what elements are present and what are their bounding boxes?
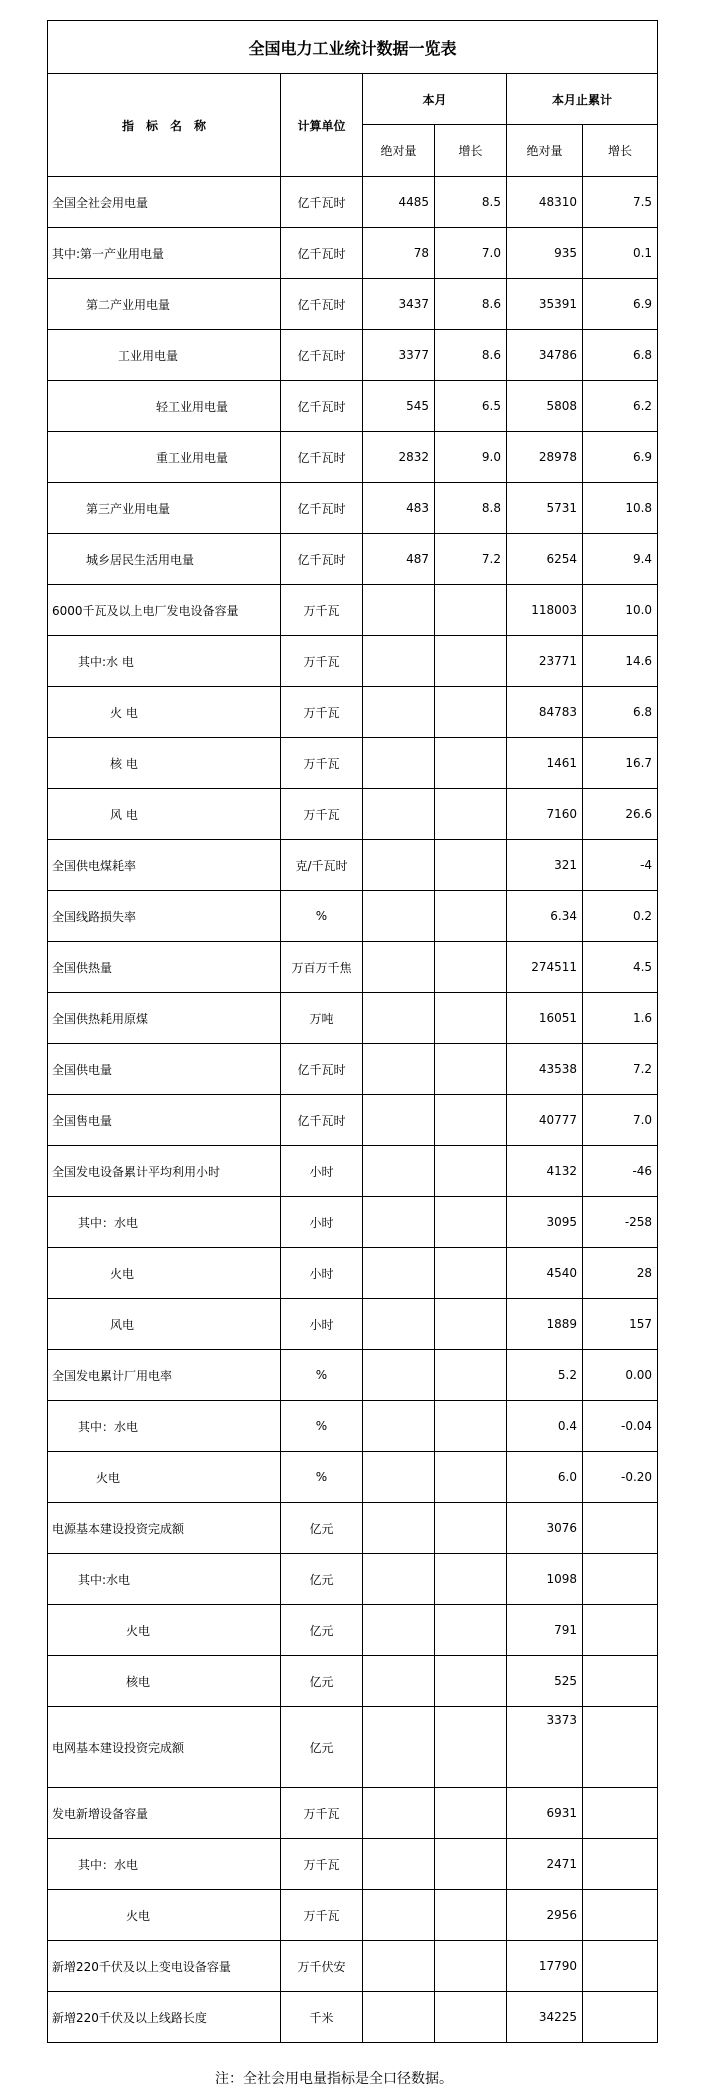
cum-absolute-cell: 321 [507,840,583,891]
table-row [48,1605,658,1656]
month-growth-cell [435,1197,507,1248]
table-row [48,585,658,636]
indicator-name-cell: 工业用电量 [48,330,281,381]
month-growth-cell [435,1554,507,1605]
cum-absolute-cell: 2471 [507,1839,583,1890]
table-row [48,1890,658,1941]
cum-absolute-cell: 274511 [507,942,583,993]
cum-growth-cell: 26.6 [583,789,658,840]
cum-growth-cell: 9.4 [583,534,658,585]
unit-cell: 千米 [281,1992,363,2043]
header-row-1 [48,74,658,125]
month-absolute-cell: 4485 [363,177,435,228]
cum-growth-cell: 7.5 [583,177,658,228]
month-growth-cell [435,1656,507,1707]
indicator-name-cell: 火电 [48,1890,281,1941]
unit-cell: 亿千瓦时 [281,483,363,534]
cum-growth-cell: -0.20 [583,1452,658,1503]
unit-cell: 亿千瓦时 [281,228,363,279]
month-growth-cell: 8.5 [435,177,507,228]
month-absolute-cell [363,1554,435,1605]
month-growth-cell [435,687,507,738]
indicator-name-cell: 新增220千伏及以上线路长度 [48,1992,281,2043]
month-growth-cell [435,738,507,789]
table-row [48,1248,658,1299]
month-growth-cell [435,1248,507,1299]
cum-growth-cell: 14.6 [583,636,658,687]
header-cum-absolute: 绝对量 [507,125,583,177]
cum-absolute-cell: 6.34 [507,891,583,942]
cum-absolute-cell: 118003 [507,585,583,636]
month-absolute-cell: 545 [363,381,435,432]
month-absolute-cell [363,738,435,789]
header-cumulative: 本月止累计 [507,74,658,125]
month-absolute-cell [363,1146,435,1197]
month-growth-cell: 7.2 [435,534,507,585]
month-absolute-cell [363,789,435,840]
cum-absolute-cell: 791 [507,1605,583,1656]
indicator-name-cell: 其中:水电 [48,1554,281,1605]
indicator-name-cell: 第二产业用电量 [48,279,281,330]
unit-cell: 小时 [281,1197,363,1248]
indicator-name-cell: 城乡居民生活用电量 [48,534,281,585]
indicator-name-cell: 火 电 [48,687,281,738]
unit-cell: 亿元 [281,1707,363,1788]
indicator-name-cell: 第三产业用电量 [48,483,281,534]
cum-growth-cell: 16.7 [583,738,658,789]
table-row [48,1350,658,1401]
cum-absolute-cell: 35391 [507,279,583,330]
cum-absolute-cell: 6931 [507,1788,583,1839]
cum-absolute-cell: 6254 [507,534,583,585]
table-row [48,381,658,432]
month-absolute-cell: 3437 [363,279,435,330]
cum-absolute-cell: 5808 [507,381,583,432]
cum-absolute-cell: 935 [507,228,583,279]
unit-cell: 亿千瓦时 [281,177,363,228]
indicator-name-cell: 核 电 [48,738,281,789]
unit-cell: 小时 [281,1299,363,1350]
month-absolute-cell [363,1299,435,1350]
statistics-table [47,20,658,2043]
table-row [48,1146,658,1197]
unit-cell: 小时 [281,1146,363,1197]
unit-cell: 亿千瓦时 [281,279,363,330]
unit-cell: 亿元 [281,1503,363,1554]
table-row [48,738,658,789]
month-absolute-cell: 2832 [363,432,435,483]
cum-growth-cell: 6.9 [583,432,658,483]
header-month-growth: 增长 [435,125,507,177]
table-row [48,279,658,330]
month-absolute-cell [363,942,435,993]
unit-cell: 克/千瓦时 [281,840,363,891]
month-absolute-cell [363,636,435,687]
unit-cell: % [281,1452,363,1503]
month-absolute-cell: 78 [363,228,435,279]
month-absolute-cell [363,1401,435,1452]
indicator-name-cell: 全国线路损失率 [48,891,281,942]
month-growth-cell [435,789,507,840]
cum-growth-cell [583,1890,658,1941]
cum-growth-cell: 6.8 [583,330,658,381]
indicator-name-cell: 火电 [48,1452,281,1503]
unit-cell: 亿千瓦时 [281,534,363,585]
month-growth-cell: 9.0 [435,432,507,483]
indicator-name-cell: 其中：水电 [48,1401,281,1452]
cum-growth-cell [583,1656,658,1707]
indicator-name-cell: 全国售电量 [48,1095,281,1146]
month-growth-cell [435,585,507,636]
unit-cell: 万千伏安 [281,1941,363,1992]
month-growth-cell [435,1299,507,1350]
unit-cell: 万千瓦 [281,1890,363,1941]
month-absolute-cell [363,1788,435,1839]
cum-growth-cell: 28 [583,1248,658,1299]
cum-growth-cell: 6.9 [583,279,658,330]
table-row [48,636,658,687]
month-absolute-cell [363,1452,435,1503]
month-absolute-cell [363,1656,435,1707]
unit-cell: 亿元 [281,1605,363,1656]
month-growth-cell [435,993,507,1044]
cum-absolute-cell: 1461 [507,738,583,789]
cum-growth-cell: 4.5 [583,942,658,993]
unit-cell: 亿千瓦时 [281,330,363,381]
indicator-name-cell: 火电 [48,1248,281,1299]
unit-cell: 亿元 [281,1554,363,1605]
table-row [48,1044,658,1095]
month-absolute-cell [363,993,435,1044]
table-title: 全国电力工业统计数据一览表 [48,21,658,74]
table-row [48,1452,658,1503]
cum-growth-cell [583,1839,658,1890]
month-growth-cell [435,942,507,993]
table-row [48,483,658,534]
cum-absolute-cell: 5731 [507,483,583,534]
indicator-name-cell: 核电 [48,1656,281,1707]
month-absolute-cell [363,1350,435,1401]
month-absolute-cell [363,1707,435,1788]
unit-cell: 万千瓦 [281,1839,363,1890]
indicator-name-cell: 重工业用电量 [48,432,281,483]
header-month-absolute: 绝对量 [363,125,435,177]
unit-cell: 万千瓦 [281,738,363,789]
indicator-name-cell: 全国发电累计厂用电率 [48,1350,281,1401]
table-row [48,1197,658,1248]
cum-growth-cell: 0.1 [583,228,658,279]
month-absolute-cell [363,1095,435,1146]
table-row [48,330,658,381]
month-growth-cell: 6.5 [435,381,507,432]
cum-absolute-cell: 48310 [507,177,583,228]
unit-cell: 万千瓦 [281,789,363,840]
cum-growth-cell [583,1707,658,1788]
header-indicator-name: 指 标 名 称 [48,74,281,177]
table-row [48,1503,658,1554]
month-growth-cell: 7.0 [435,228,507,279]
month-absolute-cell [363,1248,435,1299]
table-row [48,1554,658,1605]
unit-cell: 亿千瓦时 [281,432,363,483]
table-row [48,1656,658,1707]
cum-growth-cell: 10.8 [583,483,658,534]
month-growth-cell [435,1890,507,1941]
month-absolute-cell [363,891,435,942]
cum-growth-cell [583,1503,658,1554]
month-growth-cell [435,1044,507,1095]
cum-absolute-cell: 5.2 [507,1350,583,1401]
month-absolute-cell: 483 [363,483,435,534]
cum-growth-cell: 10.0 [583,585,658,636]
cum-absolute-cell: 40777 [507,1095,583,1146]
indicator-name-cell: 轻工业用电量 [48,381,281,432]
indicator-name-cell: 风 电 [48,789,281,840]
indicator-name-cell: 其中：水电 [48,1839,281,1890]
title-row [48,21,658,74]
cum-growth-cell: 0.2 [583,891,658,942]
indicator-name-cell: 电网基本建设投资完成额 [48,1707,281,1788]
unit-cell: 亿千瓦时 [281,1095,363,1146]
cum-absolute-cell: 2956 [507,1890,583,1941]
unit-cell: % [281,1350,363,1401]
cum-growth-cell: 6.2 [583,381,658,432]
month-growth-cell [435,840,507,891]
indicator-name-cell: 其中：水电 [48,1197,281,1248]
month-growth-cell [435,1503,507,1554]
table-row [48,1299,658,1350]
cum-absolute-cell: 7160 [507,789,583,840]
month-growth-cell [435,1992,507,2043]
table-row [48,534,658,585]
cum-growth-cell [583,1554,658,1605]
indicator-name-cell: 其中:第一产业用电量 [48,228,281,279]
month-growth-cell [435,1839,507,1890]
cum-growth-cell: 157 [583,1299,658,1350]
unit-cell: 亿千瓦时 [281,381,363,432]
cum-absolute-cell: 34225 [507,1992,583,2043]
statistics-table-wrapper [47,20,657,2043]
cum-absolute-cell: 28978 [507,432,583,483]
cum-growth-cell: -4 [583,840,658,891]
indicator-name-cell: 全国供电煤耗率 [48,840,281,891]
month-growth-cell: 8.8 [435,483,507,534]
cum-absolute-cell: 43538 [507,1044,583,1095]
table-row [48,1707,658,1788]
month-absolute-cell [363,585,435,636]
unit-cell: 万百万千焦 [281,942,363,993]
table-row [48,1095,658,1146]
header-month: 本月 [363,74,507,125]
cum-growth-cell: 7.0 [583,1095,658,1146]
cum-absolute-cell: 1098 [507,1554,583,1605]
indicator-name-cell: 风电 [48,1299,281,1350]
cum-absolute-cell: 17790 [507,1941,583,1992]
indicator-name-cell: 其中:水 电 [48,636,281,687]
indicator-name-cell: 新增220千伏及以上变电设备容量 [48,1941,281,1992]
cum-absolute-cell: 4540 [507,1248,583,1299]
cum-growth-cell: 6.8 [583,687,658,738]
month-growth-cell [435,1095,507,1146]
table-row [48,432,658,483]
header-unit: 计算单位 [281,74,363,177]
month-absolute-cell: 3377 [363,330,435,381]
month-absolute-cell [363,1605,435,1656]
indicator-name-cell: 全国发电设备累计平均利用小时 [48,1146,281,1197]
cum-growth-cell: 1.6 [583,993,658,1044]
indicator-name-cell: 全国供热量 [48,942,281,993]
unit-cell: 亿千瓦时 [281,1044,363,1095]
month-absolute-cell [363,1941,435,1992]
month-growth-cell [435,1941,507,1992]
indicator-name-cell: 火电 [48,1605,281,1656]
month-absolute-cell [363,1890,435,1941]
cum-absolute-cell: 525 [507,1656,583,1707]
cum-growth-cell: -46 [583,1146,658,1197]
footnote: 注：全社会用电量指标是全口径数据。 [215,2071,453,2087]
table-row [48,1788,658,1839]
unit-cell: 万千瓦 [281,636,363,687]
unit-cell: % [281,891,363,942]
cum-growth-cell: -0.04 [583,1401,658,1452]
month-absolute-cell: 487 [363,534,435,585]
table-row [48,1839,658,1890]
header-cum-growth: 增长 [583,125,658,177]
cum-absolute-cell: 23771 [507,636,583,687]
cum-absolute-cell: 6.0 [507,1452,583,1503]
indicator-name-cell: 全国供热耗用原煤 [48,993,281,1044]
month-growth-cell [435,1788,507,1839]
unit-cell: 小时 [281,1248,363,1299]
month-growth-cell: 8.6 [435,279,507,330]
cum-growth-cell: 0.00 [583,1350,658,1401]
cum-growth-cell: -258 [583,1197,658,1248]
indicator-name-cell: 6000千瓦及以上电厂发电设备容量 [48,585,281,636]
cum-absolute-cell: 1889 [507,1299,583,1350]
table-row [48,993,658,1044]
table-row [48,228,658,279]
month-growth-cell [435,1605,507,1656]
month-absolute-cell [363,1839,435,1890]
unit-cell: 万千瓦 [281,1788,363,1839]
table-row [48,840,658,891]
cum-absolute-cell: 3095 [507,1197,583,1248]
cum-absolute-cell: 84783 [507,687,583,738]
cum-growth-cell: 7.2 [583,1044,658,1095]
month-absolute-cell [363,1992,435,2043]
unit-cell: 万吨 [281,993,363,1044]
indicator-name-cell: 全国供电量 [48,1044,281,1095]
month-growth-cell [435,891,507,942]
table-row [48,1401,658,1452]
month-growth-cell [435,1350,507,1401]
cum-absolute-cell: 4132 [507,1146,583,1197]
cum-growth-cell [583,1605,658,1656]
indicator-name-cell: 全国全社会用电量 [48,177,281,228]
cum-absolute-cell: 3373 [507,1707,583,1788]
month-growth-cell [435,1146,507,1197]
month-absolute-cell [363,687,435,738]
month-growth-cell [435,636,507,687]
table-row [48,687,658,738]
month-growth-cell [435,1401,507,1452]
table-row [48,891,658,942]
table-row [48,1992,658,2043]
cum-absolute-cell: 34786 [507,330,583,381]
table-row [48,177,658,228]
month-absolute-cell [363,840,435,891]
unit-cell: 万千瓦 [281,687,363,738]
month-absolute-cell [363,1044,435,1095]
month-growth-cell [435,1452,507,1503]
table-row [48,942,658,993]
unit-cell: 亿元 [281,1656,363,1707]
unit-cell: % [281,1401,363,1452]
cum-absolute-cell: 0.4 [507,1401,583,1452]
unit-cell: 万千瓦 [281,585,363,636]
cum-growth-cell [583,1788,658,1839]
indicator-name-cell: 发电新增设备容量 [48,1788,281,1839]
cum-growth-cell [583,1992,658,2043]
table-row [48,1941,658,1992]
month-absolute-cell [363,1197,435,1248]
cum-growth-cell [583,1941,658,1992]
month-growth-cell: 8.6 [435,330,507,381]
month-absolute-cell [363,1503,435,1554]
cum-absolute-cell: 16051 [507,993,583,1044]
table-row [48,789,658,840]
month-growth-cell [435,1707,507,1788]
cum-absolute-cell: 3076 [507,1503,583,1554]
indicator-name-cell: 电源基本建设投资完成额 [48,1503,281,1554]
